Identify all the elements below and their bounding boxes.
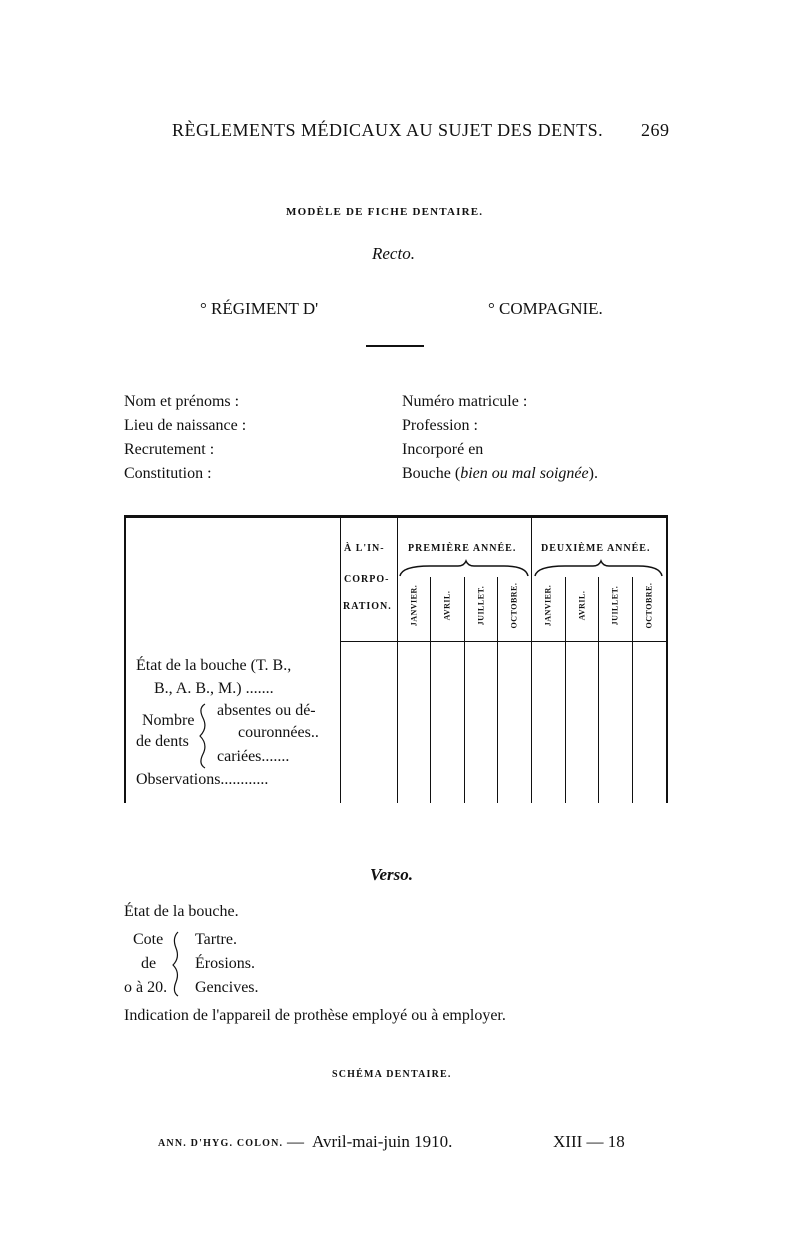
month-juillet-y2: JUILLET. [610,585,620,626]
month-rule [598,577,599,803]
footer-journal: ANN. D'HYG. COLON. [158,1138,284,1149]
year1-header: PREMIÈRE ANNÉE. [408,543,517,554]
row-observations: Observations............ [136,771,269,788]
month-rule [565,577,566,803]
fields-left [124,390,246,486]
verso-etat: État de la bouche. [124,903,239,920]
recto-label: Recto. [372,244,415,263]
fields-right [402,390,598,486]
month-rule [632,577,633,803]
verso-label: Verso. [370,865,413,884]
table-top-rule [124,515,668,518]
field-incorpore: Incorporé en [402,441,484,458]
month-avril-y2: AVRIL. [577,590,587,621]
incorp-header-3: RATION. [343,601,392,612]
footer-dash: — [287,1132,304,1151]
verso-de: de [141,955,157,972]
field-profession: Profession : [402,417,478,434]
field-lieu: Lieu de naissance : [124,417,247,434]
field-matricule: Numéro matricule : [402,393,528,410]
row-cariees: cariées....... [217,748,290,765]
verso-tartre: Tartre. [195,931,237,948]
year2-header: DEUXIÈME ANNÉE. [541,543,651,554]
section-title: MODÈLE DE FICHE DENTAIRE. [286,206,484,218]
month-rule [464,577,465,803]
month-janvier-y1: JANVIER. [409,584,419,627]
month-octobre-y2: OCTOBRE. [644,582,654,629]
field-recrutement: Recrutement : [124,441,215,458]
row-etat-line2: B., A. B., M.) ....... [154,680,274,697]
month-janvier-y2: JANVIER. [543,584,553,627]
running-head-title: RÈGLEMENTS MÉDICAUX AU SUJET DES DENTS. [172,120,604,140]
row-couronnees: couronnées.. [238,724,319,741]
label-col-rule [340,515,341,803]
field-bouche: Bouche (bien ou mal soignée). [402,465,598,482]
incorp-header-2: CORPO- [344,574,390,585]
field-nom: Nom et prénoms : [124,393,240,410]
verso-gencives: Gencives. [195,979,259,996]
incorp-header-1: À L'IN- [344,543,385,554]
compagnie-label: ° COMPAGNIE. [488,299,603,318]
schema-title: SCHÉMA DENTAIRE. [332,1069,452,1080]
footer-date: Avril-mai-juin 1910. [312,1132,453,1151]
field-constitution: Constitution : [124,465,212,482]
verso-erosions: Érosions. [195,955,255,972]
page-number: 269 [641,120,670,140]
verso-cote: Cote [133,931,164,948]
month-avril-y1: AVRIL. [442,590,452,621]
row-absentes: absentes ou dé- [217,702,316,719]
regiment-label: ° RÉGIMENT D' [200,299,319,318]
header-bottom-rule [340,641,668,642]
month-rule [430,577,431,803]
table-left-rule [124,515,126,803]
divider-rule [366,345,424,347]
row-nombre: Nombre [142,712,195,729]
incorp-col-rule [397,515,398,803]
month-rule [497,577,498,803]
footer-volume: XIII — 18 [553,1132,625,1151]
row-etat-line1: État de la bouche (T. B., [136,657,292,674]
table-right-rule [666,515,668,803]
month-octobre-y1: OCTOBRE. [509,582,519,629]
verso-indication: Indication de l'appareil de prothèse employé ou à employer. [124,1007,506,1024]
verso-range: o à 20. [124,979,168,996]
year-divider-rule [531,515,532,803]
month-juillet-y1: JUILLET. [476,585,486,626]
row-de-dents: de dents [136,733,189,750]
